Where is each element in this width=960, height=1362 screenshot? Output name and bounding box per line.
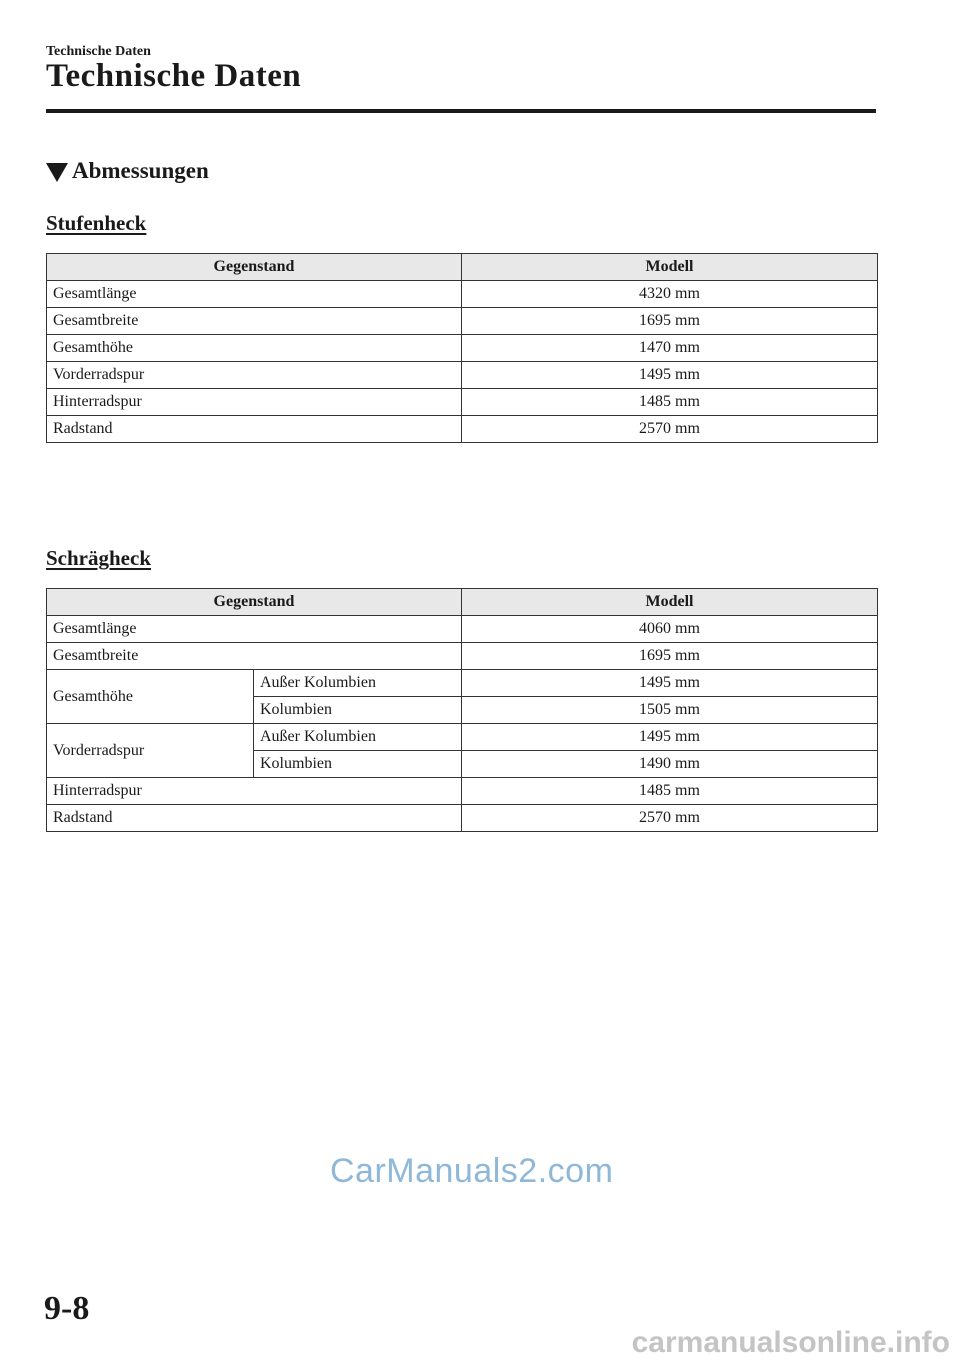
row-value: 1505 mm xyxy=(462,697,878,724)
table-row xyxy=(47,281,878,308)
table-header-row xyxy=(47,254,878,281)
watermark-text: CarManuals2.com xyxy=(330,1152,614,1190)
row-value: 1485 mm xyxy=(462,778,878,805)
page-title: Technische Daten xyxy=(46,58,302,94)
table-row xyxy=(47,778,878,805)
row-label: Gesamthöhe xyxy=(47,670,254,724)
table-stufenheck xyxy=(46,253,878,443)
subheading-schraegheck: Schrägheck xyxy=(46,546,151,570)
column-header-item: Gegenstand xyxy=(47,254,462,281)
table-row xyxy=(47,335,878,362)
table-schraegheck xyxy=(46,588,878,832)
section-heading xyxy=(46,158,209,184)
table-row xyxy=(47,416,878,443)
row-value: 1695 mm xyxy=(462,308,878,335)
column-header-item: Gegenstand xyxy=(47,589,462,616)
table-row xyxy=(47,308,878,335)
table-row xyxy=(47,643,878,670)
row-label: Gesamtbreite xyxy=(47,643,462,670)
row-value: 2570 mm xyxy=(462,805,878,832)
row-sublabel: Außer Kolumbien xyxy=(254,724,462,751)
row-label: Vorderradspur xyxy=(47,724,254,778)
row-label: Hinterradspur xyxy=(47,389,462,416)
table-row xyxy=(47,670,878,697)
footer-site-text: carmanualsonline.info xyxy=(631,1326,950,1359)
row-label: Radstand xyxy=(47,805,462,832)
column-header-model: Modell xyxy=(462,254,878,281)
row-value: 2570 mm xyxy=(462,416,878,443)
table-row xyxy=(47,362,878,389)
row-sublabel: Kolumbien xyxy=(254,697,462,724)
row-value: 1485 mm xyxy=(462,389,878,416)
row-value: 1495 mm xyxy=(462,362,878,389)
row-value: 4320 mm xyxy=(462,281,878,308)
table-row xyxy=(47,389,878,416)
row-label: Gesamtlänge xyxy=(47,281,462,308)
table-row xyxy=(47,805,878,832)
row-label: Gesamthöhe xyxy=(47,335,462,362)
row-value: 1470 mm xyxy=(462,335,878,362)
row-value: 4060 mm xyxy=(462,616,878,643)
row-value: 1495 mm xyxy=(462,724,878,751)
row-sublabel: Außer Kolumbien xyxy=(254,670,462,697)
row-sublabel: Kolumbien xyxy=(254,751,462,778)
row-label: Radstand xyxy=(47,416,462,443)
row-value: 1695 mm xyxy=(462,643,878,670)
subheading-stufenheck: Stufenheck xyxy=(46,211,147,235)
table-row xyxy=(47,616,878,643)
row-value: 1495 mm xyxy=(462,670,878,697)
running-header: Technische Daten xyxy=(46,44,151,59)
column-header-model: Modell xyxy=(462,589,878,616)
row-label: Gesamtlänge xyxy=(47,616,462,643)
row-label: Hinterradspur xyxy=(47,778,462,805)
table-header-row xyxy=(47,589,878,616)
row-label: Vorderradspur xyxy=(47,362,462,389)
header-divider xyxy=(46,109,876,113)
section-title: Abmessungen xyxy=(72,158,209,183)
row-value: 1490 mm xyxy=(462,751,878,778)
triangle-down-icon xyxy=(46,163,68,182)
table-row xyxy=(47,724,878,751)
page-number: 9-8 xyxy=(44,1290,90,1327)
row-label: Gesamtbreite xyxy=(47,308,462,335)
